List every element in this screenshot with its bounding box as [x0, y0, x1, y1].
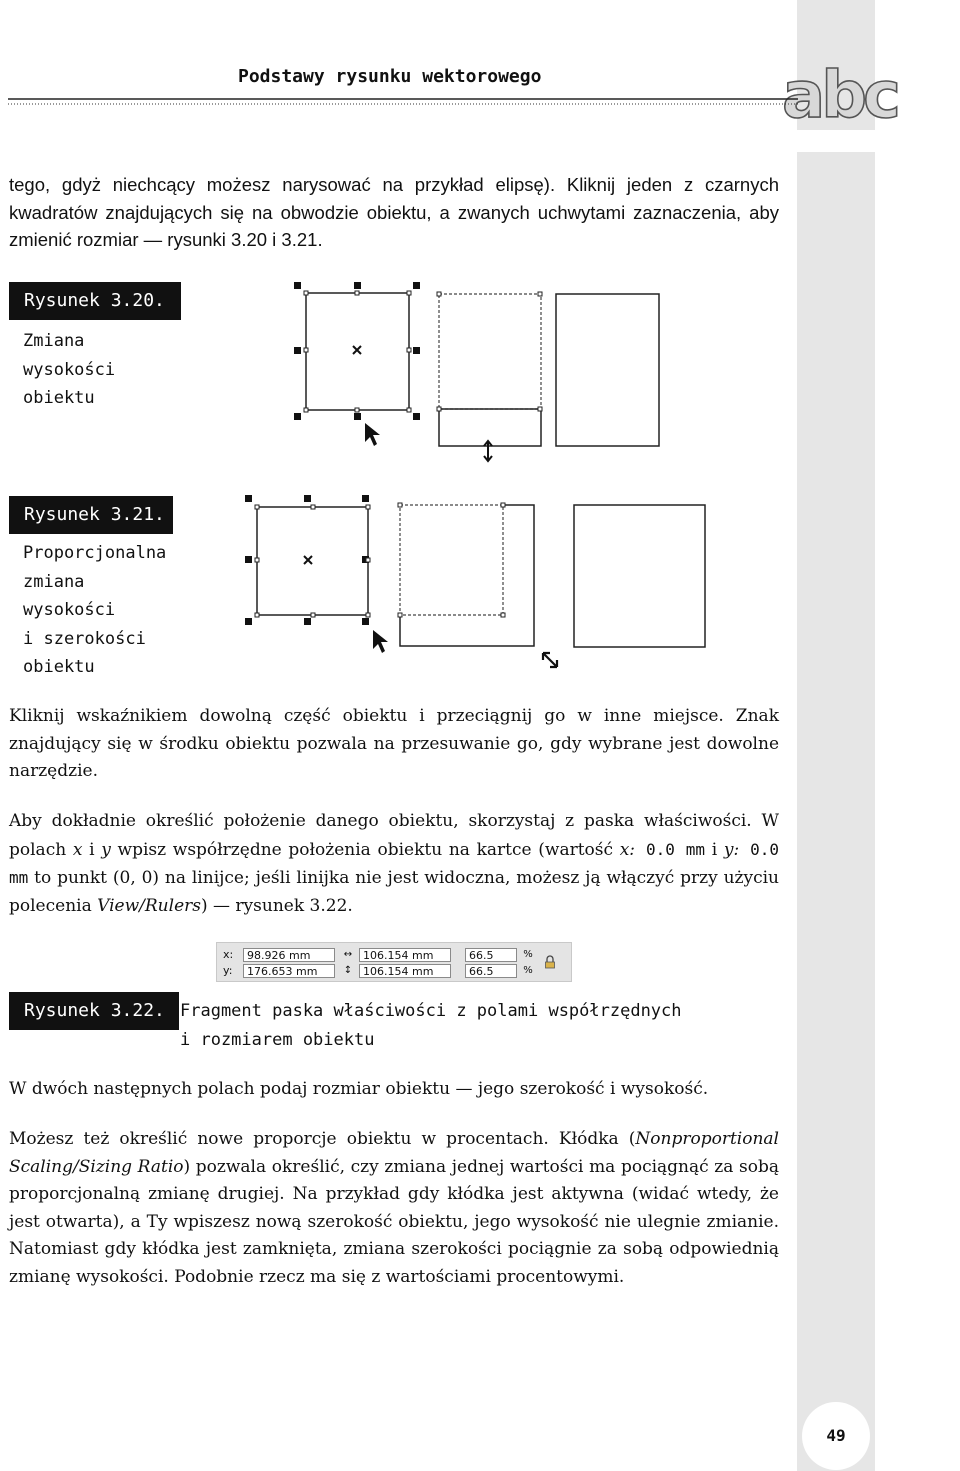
caption-line: wysokości: [23, 359, 116, 380]
y-value-inline: 0.0 mm: [9, 839, 779, 887]
caption-line: Proporcjonalna: [23, 543, 167, 563]
caption-line: i szerokości: [23, 628, 146, 649]
height-arrows-icon: ↕: [343, 965, 353, 976]
y-label-inline: y:: [723, 839, 740, 860]
paragraph-move: Kliknij wskaźnikiem dowolną część obiektu i przeciągnij go w inne miejsce. Znak znajdujący się w środku obiektu pozwala na przesuwanie go, gdy wybrane jest dowolne narzędzie.: [9, 706, 779, 781]
y-field[interactable]: 176.653 mm: [243, 964, 335, 978]
page-number: 49: [802, 1402, 870, 1470]
x-field[interactable]: 98.926 mm: [243, 948, 335, 962]
caption-line: i rozmiarem obiektu: [180, 1029, 375, 1050]
caption-line: Zmiana: [23, 331, 85, 351]
x-value-inline: 0.0 mm: [635, 839, 706, 859]
figure-3-21-caption: [23, 539, 166, 682]
width-arrows-icon: ↔: [343, 949, 353, 960]
height-field[interactable]: 106.154 mm: [359, 964, 451, 978]
text-run: to punkt (0, 0) na linijce; jeśli linijka nie jest widoczna, możesz ją włączyć przy użyciu polecenia: [9, 868, 779, 916]
side-strip-notch: [797, 130, 875, 152]
figure-3-22-tag: Rysunek 3.22.: [9, 992, 179, 1030]
running-head: Podstawy rysunku wektorowego: [238, 66, 542, 87]
figure-3-21-illustration: [243, 493, 709, 669]
scale-y-field[interactable]: 66.5: [465, 964, 517, 978]
text-run: i: [82, 839, 102, 860]
figure-3-20-caption: [23, 327, 115, 413]
y-label: y:: [223, 964, 233, 977]
caption-line: Fragment paska właściwości z polami współrzędnych: [180, 1001, 682, 1021]
side-thumb-strip: [797, 0, 875, 1471]
text-run: Możesz też określić nowe proporcje obiektu w procentach. Kłódka (: [9, 1129, 636, 1149]
paragraph-lock: [9, 1126, 779, 1291]
variable-y: y: [101, 839, 111, 860]
figure-3-21-tag: Rysunek 3.21.: [9, 496, 173, 534]
abc-logo: abc: [782, 59, 897, 133]
percent-label: %: [523, 949, 533, 960]
term-nonproportional-scaling: Nonproportional Scaling/Sizing Ratio: [9, 1129, 779, 1177]
x-label: x:: [223, 948, 234, 961]
caption-line: zmiana: [23, 571, 85, 592]
caption-line: wysokości: [23, 600, 116, 620]
text-run: ) — rysunek 3.22.: [200, 895, 353, 916]
figure-3-20-illustration: [288, 280, 662, 464]
width-field[interactable]: 106.154 mm: [359, 948, 451, 962]
text-run: i: [705, 839, 724, 860]
variable-x: x: [72, 839, 83, 860]
property-bar: [216, 942, 572, 982]
figure-3-20-tag: Rysunek 3.20.: [9, 282, 181, 320]
caption-line: obiektu: [23, 657, 95, 677]
header-rule: [8, 97, 798, 109]
percent-label: %: [523, 965, 533, 976]
paragraph-size: W dwóch następnych polach podaj rozmiar obiektu — jego szerokość i wysokość.: [9, 1079, 709, 1099]
text-run: wpisz współrzędne położenia obiektu na kartce (wartość: [110, 839, 620, 860]
paragraph-intro: tego, gdyż niechcący możesz narysować na przykład elipsę). Kliknij jeden z czarnych kwadratów znajdujących się na obwodzie obiektu, a zwanych uchwytami zaznaczenia, aby zmienić rozmiar — rysunki 3.20 i 3.21.: [9, 174, 779, 250]
scale-x-field[interactable]: 66.5: [465, 948, 517, 962]
x-label-inline: x:: [619, 839, 636, 860]
text-run: Aby dokładnie określić położenie danego obiektu, skorzystaj z paska właściwości. W polach: [9, 811, 779, 860]
paragraph-position: [9, 808, 779, 920]
text-run: ) pozwala określić, czy zmiana jednej wartości ma pociągnąć za sobą proporcjonalną zmianę drugiej. Na przykład gdy kłódka jest aktywna (widać wtedy, że jest otwarta), a Ty wpiszesz nową szerokość obiektu, jego wysokość nie ulegnie zmianie. Natomiast gdy kłódka jest zamknięta, zmiana szerokości pociągnie za sobą odpowiednią zmianę wysokości. Podobnie rzecz ma się z wartościami procentowymi.: [9, 1156, 779, 1287]
figure-3-22-caption: [180, 997, 682, 1054]
caption-line: obiektu: [23, 388, 95, 408]
menu-path: View/Rulers: [97, 895, 201, 916]
lock-icon[interactable]: [543, 955, 557, 969]
